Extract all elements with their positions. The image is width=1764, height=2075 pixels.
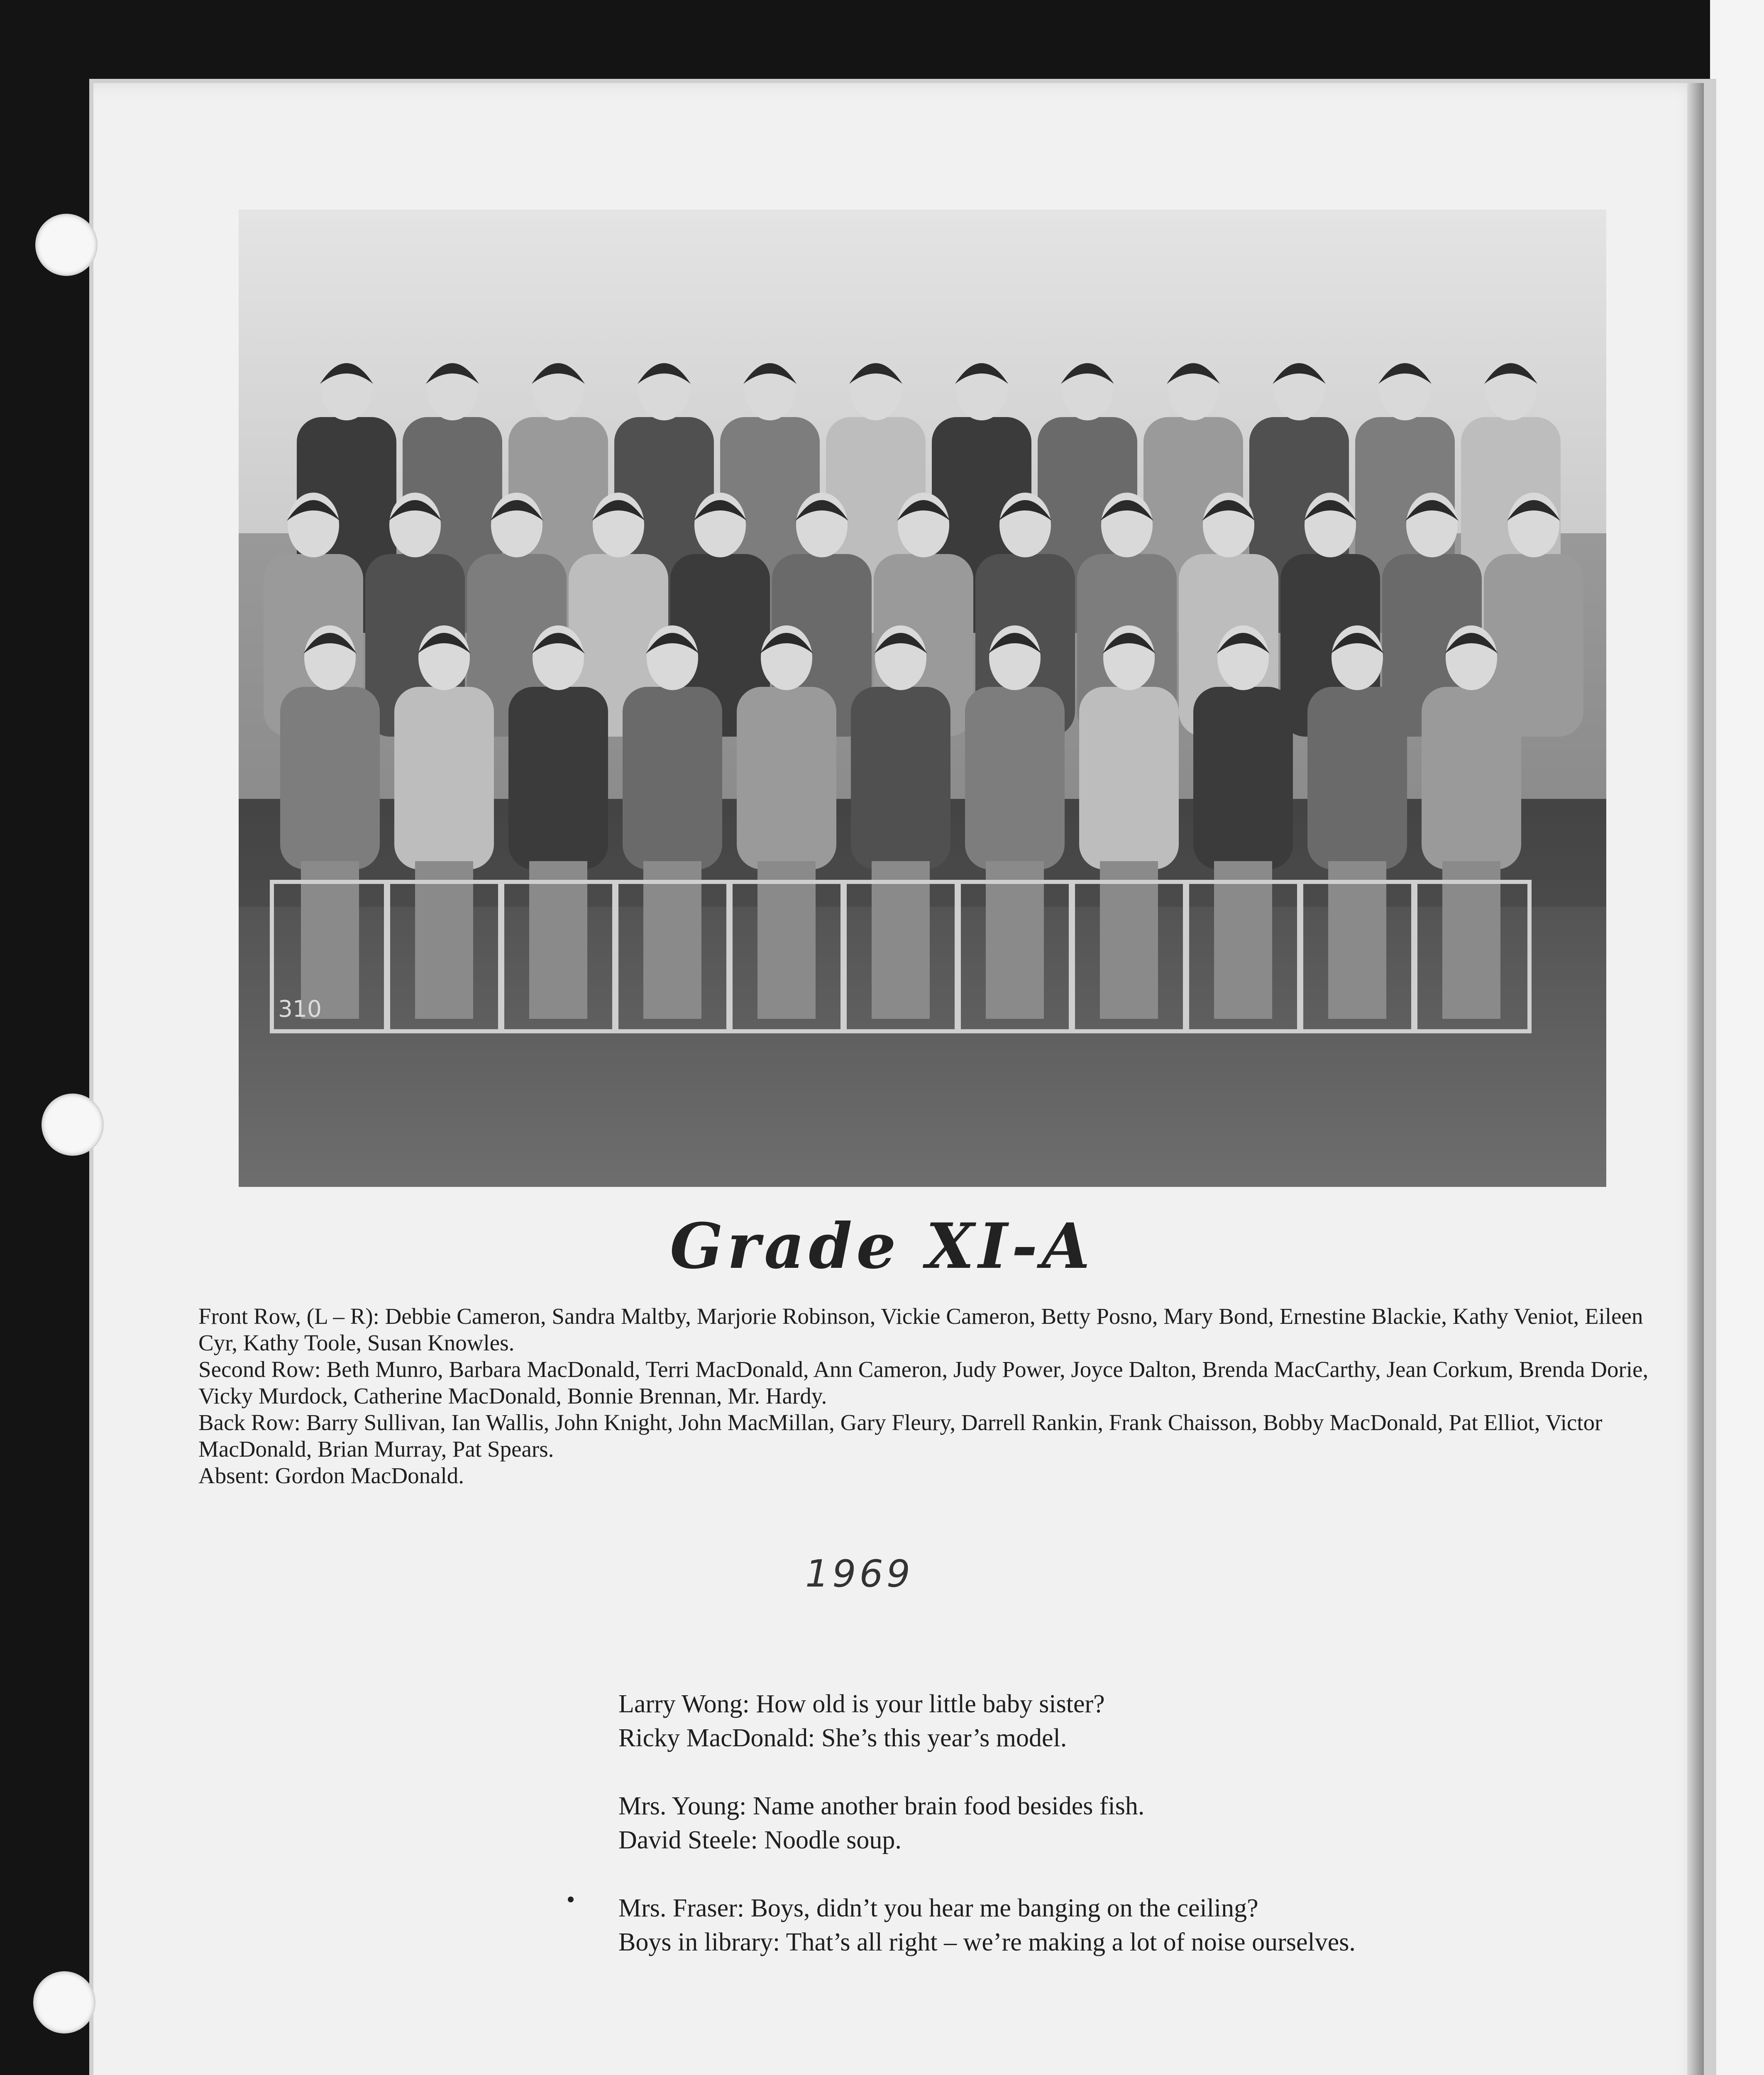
- class-photo: [239, 210, 1606, 1187]
- joke-1: [618, 1687, 1573, 1755]
- caption-block: [198, 1303, 1676, 1489]
- jokes-section: [618, 1687, 1573, 1993]
- joke-3: [618, 1891, 1573, 1959]
- class-photo-illustration: [239, 210, 1606, 1187]
- punch-hole-bottom: [33, 1971, 95, 2034]
- caption-second-row: Second Row: Beth Munro, Barbara MacDonald, Terri MacDonald, Ann Cameron, Judy Power, Joyce Dalton, Brenda MacCarthy, Jean Corkum, Brenda Dorie, Vicky Murdock, Catherine MacDonald, Bonnie Brennan, Mr. Hardy.: [198, 1357, 1649, 1409]
- joke-line: Mrs. Fraser: Boys, didn’t you hear me banging on the ceiling?: [618, 1894, 1258, 1922]
- joke-line: Ricky MacDonald: She’s this year’s model.: [618, 1724, 1067, 1752]
- joke-2: [618, 1789, 1573, 1857]
- print-speck: [568, 1897, 574, 1902]
- joke-line: Larry Wong: How old is your little baby sister?: [618, 1690, 1105, 1718]
- caption-absent: Absent: Gordon MacDonald.: [198, 1463, 464, 1488]
- joke-line: David Steele: Noodle soup.: [618, 1826, 902, 1854]
- photo-stamp: 310: [278, 996, 322, 1022]
- punch-hole-top: [35, 214, 98, 276]
- page-title: Grade XI-A: [669, 1210, 1095, 1283]
- joke-line: Mrs. Young: Name another brain food besides fish.: [618, 1792, 1145, 1820]
- handwritten-year: 1969: [805, 1552, 914, 1596]
- students-group: [264, 356, 1583, 1031]
- page-edge: [1687, 83, 1704, 2075]
- punch-hole-middle: [42, 1094, 104, 1156]
- caption-back-row: Back Row: Barry Sullivan, Ian Wallis, John Knight, John MacMillan, Gary Fleury, Darrell Rankin, Frank Chaisson, Bobby MacDonald, Pat Elliot, Victor MacDonald, Brian Murray, Pat Spears.: [198, 1410, 1603, 1462]
- caption-front-row: Front Row, (L – R): Debbie Cameron, Sandra Maltby, Marjorie Robinson, Vickie Cameron, Betty Posno, Mary Bond, Ernestine Blackie, Kathy Veniot, Eileen Cyr, Kathy Toole, Susan Knowles.: [198, 1304, 1643, 1355]
- joke-line: Boys in library: That’s all right – we’re making a lot of noise ourselves.: [618, 1928, 1356, 1956]
